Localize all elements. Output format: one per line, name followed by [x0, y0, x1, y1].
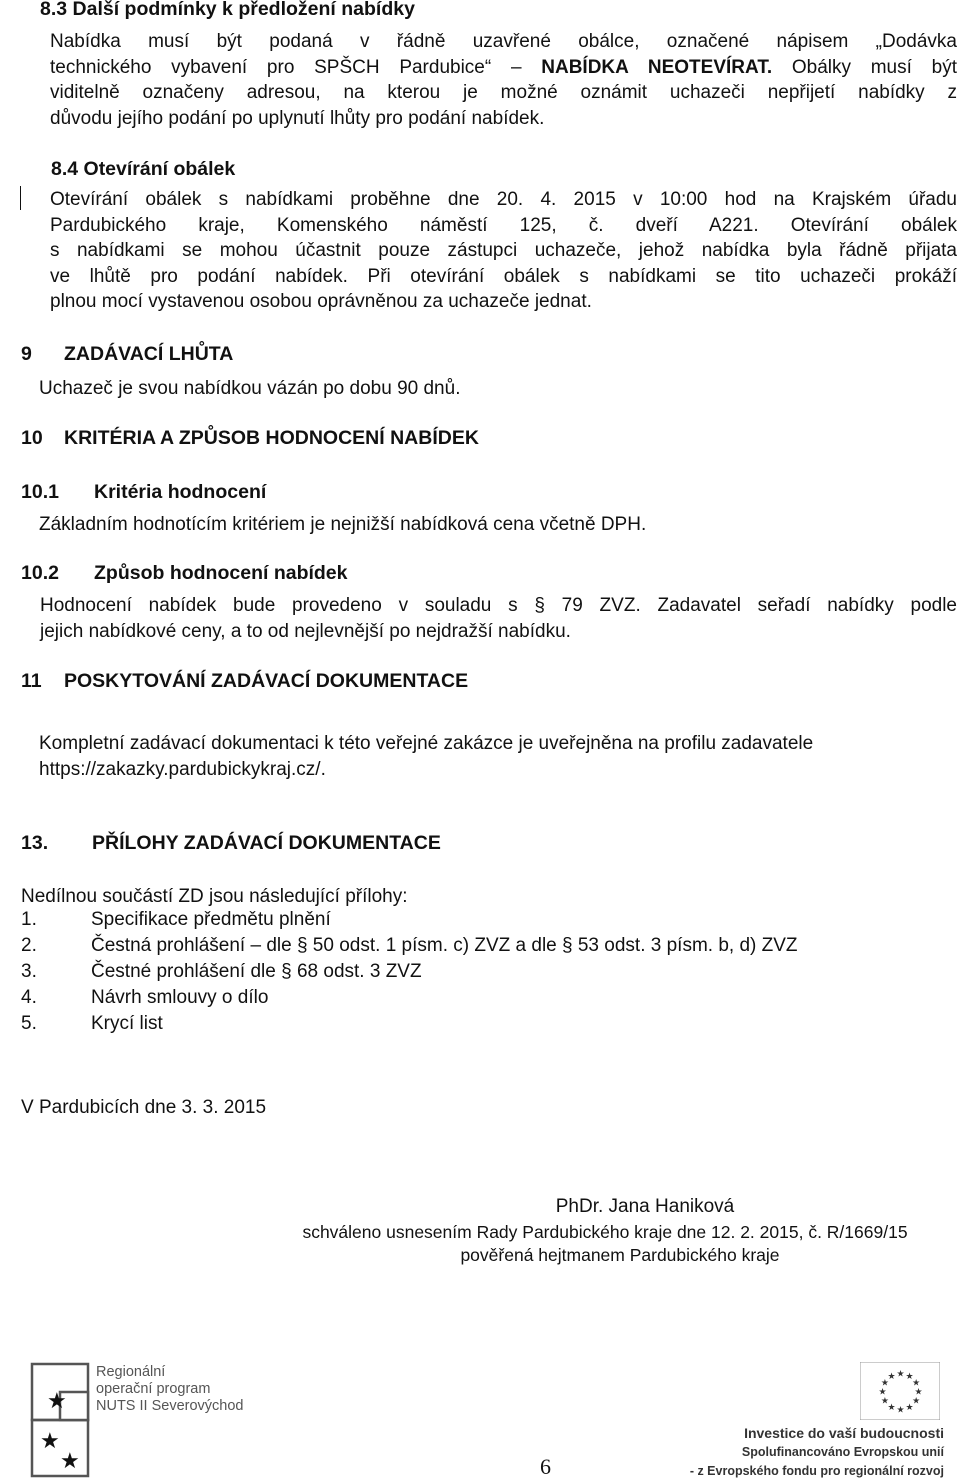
section-8-4-line: ve lhůtě pro podání nabídek. Při otevírání obálek s nabídkami se tito uchazeči prokáží: [50, 265, 957, 287]
list-item-text: Návrh smlouvy o dílo: [91, 987, 269, 1008]
section-8-4-line: Pardubického kraje, Komenského náměstí 125, č. dveří A221. Otevírání obálek: [50, 214, 957, 236]
section-8-3-line: důvodu jejího podání po uplynutí lhůty pro podání nabídek.: [50, 107, 545, 129]
list-item-text: Specifikace předmětu plnění: [91, 909, 331, 930]
section-8-4-text: [50, 187, 957, 315]
section-8-3-heading: 8.3 Další podmínky k předložení nabídky: [40, 0, 415, 20]
rop-text-line: Regionální: [96, 1364, 166, 1380]
rop-logo: [30, 1362, 270, 1479]
list-item-number: 2.: [21, 935, 37, 956]
page-number: 6: [540, 1454, 551, 1479]
eu-text-line: - z Evropského fondu pro regionální rozvoj: [689, 1464, 944, 1478]
envelope-label: NABÍDKA NEOTEVÍRAT.: [541, 56, 773, 78]
eu-star-icon: ★: [905, 1371, 914, 1382]
list-item-number: 1.: [21, 909, 37, 930]
section-10-1-text: Základním hodnotícím kritériem je nejnižší nabídková cena včetně DPH.: [39, 514, 647, 535]
section-10-2-text: [40, 593, 957, 644]
section-11-heading: [21, 670, 468, 693]
svg-text:★: ★: [60, 1449, 80, 1474]
section-11-line: Kompletní zadávací dokumentaci k této veřejné zakázce je uveřejněna na profilu zadavatele: [39, 733, 814, 754]
svg-text:★: ★: [47, 1389, 67, 1414]
rop-text-line: NUTS II Severovýchod: [96, 1398, 244, 1414]
change-bar: [20, 186, 21, 210]
section-10-2-line: Hodnocení nabídek bude provedeno v souladu s § 79 ZVZ. Zadavatel seřadí nabídky podle: [40, 595, 957, 616]
section-8-4-line: plnou mocí vystavenou osobou oprávněnou za uchazeče jednat.: [50, 291, 592, 312]
rop-text-line: operační program: [96, 1381, 211, 1397]
eu-star-icon: ★: [887, 1403, 896, 1414]
list-item-text: Krycí list: [91, 1013, 163, 1034]
section-title: PŘÍLOHY ZADÁVACÍ DOKUMENTACE: [92, 832, 441, 854]
section-number: 10.1: [21, 481, 59, 503]
section-8-4-heading: 8.4 Otevírání obálek: [51, 158, 236, 180]
eu-star-icon: ★: [880, 1378, 889, 1389]
signature-approval: schváleno usnesením Rady Pardubického kraje dne 12. 2. 2015, č. R/1669/15: [302, 1222, 908, 1242]
eu-star-icon: ★: [880, 1396, 889, 1407]
list-item-number: 5.: [21, 1013, 37, 1034]
eu-star-icon: ★: [896, 1405, 905, 1416]
place-date: V Pardubicích dne 3. 3. 2015: [21, 1097, 267, 1118]
svg-text:★: ★: [40, 1429, 60, 1454]
eu-star-icon: ★: [912, 1396, 921, 1407]
eu-star-icon: ★: [896, 1369, 905, 1380]
eu-star-icon: ★: [878, 1387, 887, 1398]
list-item-text: Čestná prohlášení – dle § 50 odst. 1 písm. c) ZVZ a dle § 53 odst. 3 písm. b, d) ZVZ: [91, 935, 798, 956]
rop-logo-mark: [30, 1362, 92, 1479]
section-title: ZADÁVACÍ LHŮTA: [64, 343, 234, 365]
eu-text-line: Spolufinancováno Evropskou unií: [741, 1445, 944, 1459]
section-11-text: [39, 731, 959, 782]
eu-logo: [680, 1362, 950, 1479]
list-item-number: 4.: [21, 987, 37, 1008]
section-8-4-line: Otevírání obálek s nabídkami proběhne dne 20. 4. 2015 v 10:00 hod na Krajském úřadu: [50, 189, 957, 210]
section-13-heading: [21, 832, 441, 855]
section-10-heading: [21, 427, 479, 450]
eu-text-line: Investice do vaší budoucnosti: [744, 1425, 944, 1441]
section-9-text: Uchazeč je svou nabídkou vázán po dobu 90 dnů.: [39, 378, 461, 399]
section-10-1-heading: [21, 481, 266, 504]
section-10-2-heading: [21, 562, 348, 585]
eu-flag-icon: [860, 1362, 940, 1420]
attachments-intro: Nedílnou součástí ZD jsou následující přílohy:: [21, 886, 408, 907]
section-title: Kritéria hodnocení: [94, 481, 267, 503]
section-number: 10.2: [21, 562, 59, 584]
attachments-list: [21, 909, 941, 1039]
section-8-4-line: s nabídkami se mohou účastnit pouze zástupci uchazeče, jehož nabídka byla řádně přijata: [50, 240, 957, 261]
eu-star-icon: ★: [912, 1378, 921, 1389]
section-8-3-text: [50, 29, 957, 131]
section-10-2-line: jejich nabídkové ceny, a to od nejlevnější po nejdražší nabídku.: [40, 620, 571, 642]
section-number: 13.: [21, 832, 49, 854]
profile-link[interactable]: https://zakazky.pardubickykraj.cz/.: [39, 758, 326, 780]
section-8-3-line: viditelně označeny adresou, na kterou je možné oznámit uchazeči nepřijetí nabídky z: [50, 82, 957, 103]
section-number: 9: [21, 343, 32, 365]
section-9-heading: [21, 343, 233, 366]
signature-role: pověřená hejtmanem Pardubického kraje: [460, 1245, 780, 1265]
list-item-text: Čestné prohlášení dle § 68 odst. 3 ZVZ: [91, 961, 422, 982]
list-item-number: 3.: [21, 961, 37, 982]
eu-star-icon: ★: [905, 1403, 914, 1414]
section-8-3-line: Nabídka musí být podaná v řádně uzavřené obálce, označené nápisem „Dodávka: [50, 31, 957, 52]
signature-name: PhDr. Jana Haniková: [555, 1196, 735, 1217]
section-title: KRITÉRIA A ZPŮSOB HODNOCENÍ NABÍDEK: [64, 427, 479, 449]
section-number: 10: [21, 427, 43, 449]
section-title: POSKYTOVÁNÍ ZADÁVACÍ DOKUMENTACE: [64, 670, 469, 692]
eu-star-icon: ★: [914, 1387, 923, 1398]
section-title: Způsob hodnocení nabídek: [94, 562, 348, 584]
section-8-3-line: technického vybavení pro SPŠCH Pardubice“ – NABÍDKA NEOTEVÍRAT. Obálky musí být: [50, 56, 957, 78]
section-number: 11: [21, 670, 42, 692]
eu-star-icon: ★: [887, 1371, 896, 1382]
